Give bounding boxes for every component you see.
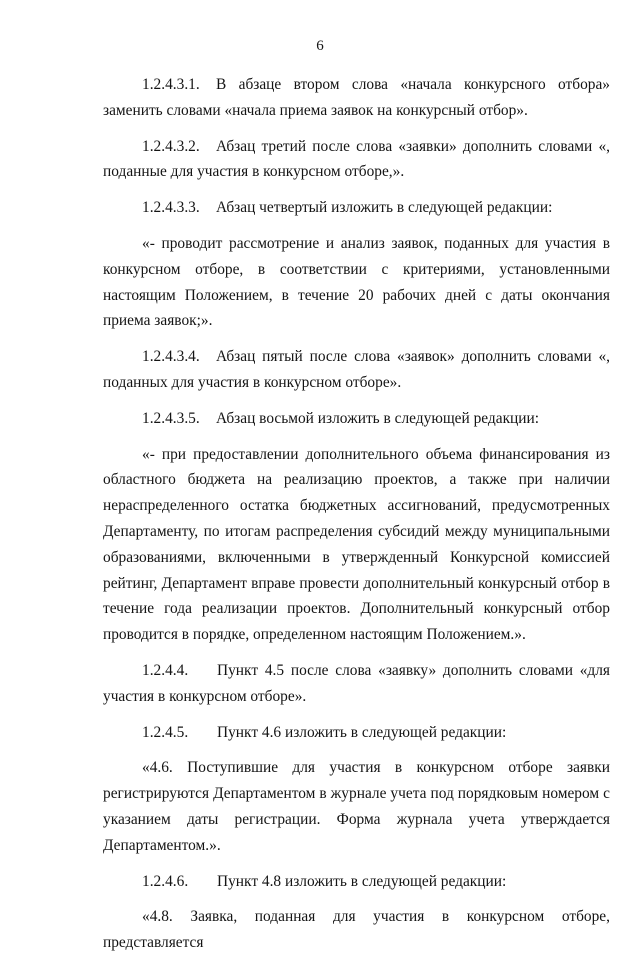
paragraph-text: «4.8. Заявка, поданная для участия в конкурсном отборе, представляется: [103, 908, 610, 952]
paragraph-1-2-4-3-2: [103, 134, 610, 186]
document-body: [103, 72, 610, 956]
quoted-paragraph-8: [103, 442, 610, 648]
paragraph-text: Абзац третий после слова «заявки» дополнить словами «, поданные для участия в конкурсном отборе,».: [103, 137, 610, 181]
paragraph-1-2-4-3-4: [103, 344, 610, 396]
paragraph-text: В абзаце втором слова «начала конкурсного отбора» заменить словами «начала приема заявок на конкурсный отбор».: [103, 76, 610, 119]
paragraph-text: Пункт 4.6 изложить в следующей редакции:: [217, 723, 507, 741]
clause-number: 1.2.4.4.: [142, 661, 189, 679]
paragraph-1-2-4-3-1: [103, 72, 610, 124]
paragraph-text: «- при предоставлении дополнительного объема финансирования из областного бюджета на реализацию проектов, а также при наличии нераспределенного остатка бюджетных ассигнований, предусмотренных Департаменту, по итогам распределения субсидий между муниципальными образованиями, включенными в утвержденный Конкурсной комиссией рейтинг, Департамент вправе провести дополнительный конкурсный отбор в течение года реализации проектов. Дополнительный конкурсный отбор проводится в порядке, определенном настоящим Положением.».: [103, 445, 610, 644]
clause-number: 1.2.4.3.5.: [142, 409, 200, 427]
quoted-paragraph-4-8: [103, 904, 610, 956]
paragraph-1-2-4-3-3: [103, 195, 610, 221]
paragraph-text: Пункт 4.8 изложить в следующей редакции:: [217, 872, 507, 890]
paragraph-text: «4.6. Поступившие для участия в конкурсном отборе заявки регистрируются Департаментом в журнале учета под порядковым номером с указанием даты регистрации. Форма журнала учета утверждается Департаментом.».: [103, 759, 610, 854]
paragraph-1-2-4-6: [103, 869, 610, 895]
paragraph-text: Абзац восьмой изложить в следующей редакции:: [216, 409, 540, 427]
paragraph-text: Абзац четвертый изложить в следующей редакции:: [216, 199, 553, 217]
paragraph-1-2-4-3-5: [103, 406, 610, 432]
clause-number: 1.2.4.6.: [142, 872, 189, 890]
paragraph-text: «- проводит рассмотрение и анализ заявок, поданных для участия в конкурсном отборе, в соответствии с критериями, установленными настоящим Положением, в течение 20 рабочих дней с даты окончания приема заявок;».: [103, 234, 610, 330]
paragraph-text: Пункт 4.5 после слова «заявку» дополнить словами «для участия в конкурсном отборе».: [103, 661, 610, 705]
clause-number: 1.2.4.3.4.: [142, 348, 200, 366]
clause-number: 1.2.4.3.1.: [142, 76, 200, 93]
paragraph-1-2-4-4: [103, 658, 610, 710]
clause-number: 1.2.4.5.: [142, 723, 189, 741]
clause-number: 1.2.4.3.3.: [142, 199, 200, 217]
page-number: 6: [316, 38, 324, 54]
paragraph-text: Абзац пятый после слова «заявок» дополнить словами «, поданных для участия в конкурсном отборе».: [103, 348, 610, 391]
clause-number: 1.2.4.3.2.: [142, 137, 200, 155]
paragraph-1-2-4-5: [103, 720, 610, 746]
quoted-paragraph-4: [103, 231, 610, 334]
quoted-paragraph-4-6: [103, 755, 610, 858]
